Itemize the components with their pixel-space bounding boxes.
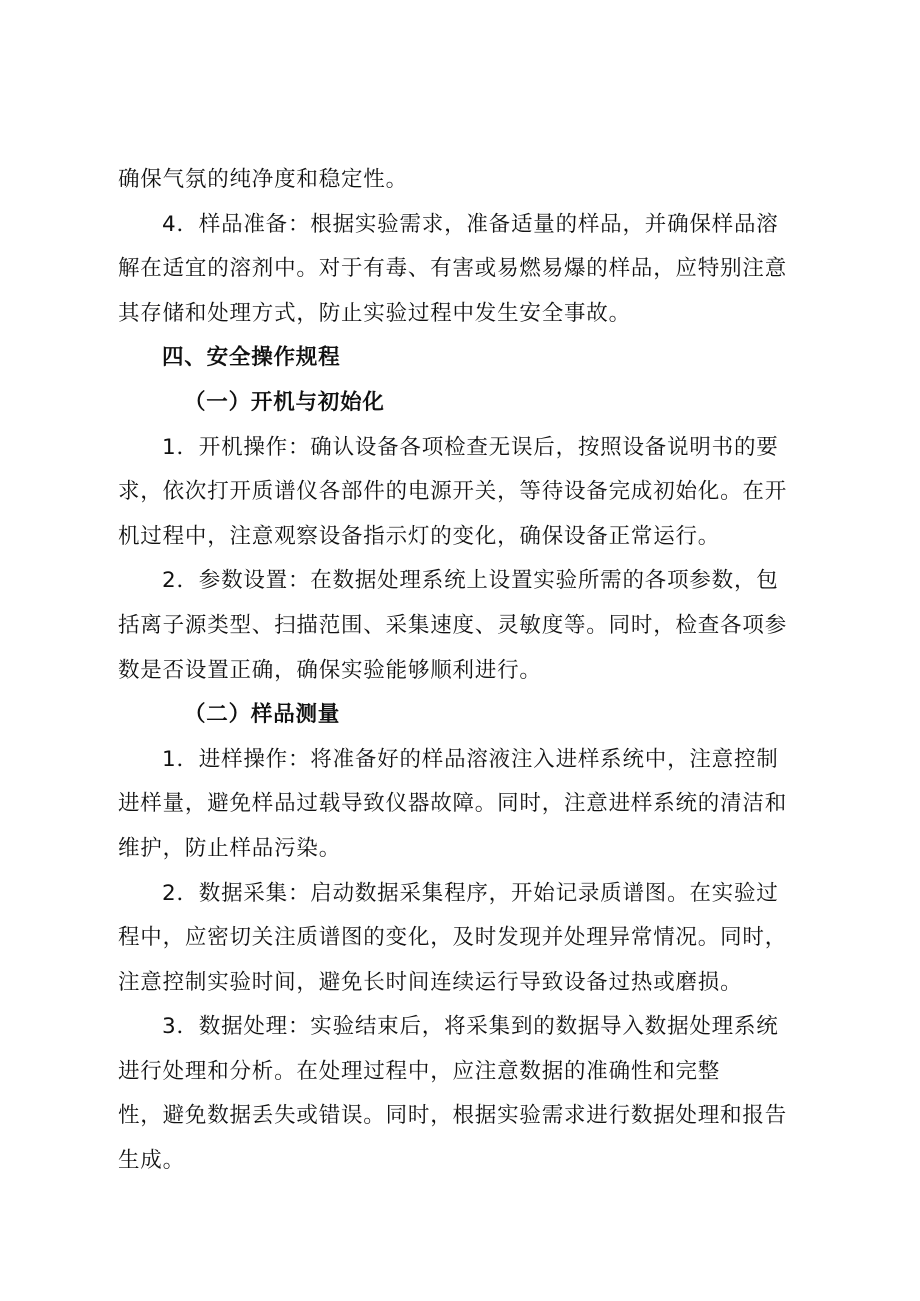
text-line: 解在适宜的溶剂中。对于有毒、有害或易燃易爆的样品，应特别注意 — [118, 256, 788, 282]
text-line: 数是否设置正确，确保实验能够顺利进行。 — [118, 657, 542, 683]
paragraph-data-acquisition — [118, 872, 812, 1006]
document-body — [118, 158, 812, 1184]
paragraph-data-processing — [118, 1005, 812, 1183]
paragraph-parameter-settings — [118, 559, 812, 693]
paragraph-continuation — [118, 158, 812, 203]
text-line: 确保气氛的纯净度和稳定性。 — [118, 167, 408, 192]
text-line: 进样量，避免样品过载导致仪器故障。同时，注意进样系统的清洁和 — [118, 791, 788, 817]
text-line: 4．样品准备：根据实验需求，准备适量的样品，并确保样品溶 — [162, 211, 779, 237]
section-heading-safety-procedures: 四、安全操作规程 — [162, 345, 341, 371]
text-line: 括离子源类型、扫描范围、采集速度、灵敏度等。同时，检查各项参 — [118, 612, 788, 638]
text-line: 2．参数设置：在数据处理系统上设置实验所需的各项参数，包 — [162, 568, 779, 594]
text-line: 求，依次打开质谱仪各部件的电源开关，等待设备完成初始化。在开 — [118, 479, 788, 505]
text-line: 1．进样操作：将准备好的样品溶液注入进样系统中，注意控制 — [162, 746, 779, 772]
text-line: 维护，防止样品污染。 — [118, 835, 342, 861]
paragraph-sample-preparation — [118, 203, 812, 337]
text-line: 进行处理和分析。在处理过程中，应注意数据的准确性和完整 — [118, 1058, 721, 1084]
text-line: 2．数据采集：启动数据采集程序，开始记录质谱图。在实验过 — [162, 880, 779, 906]
text-line: 机过程中，注意观察设备指示灯的变化，确保设备正常运行。 — [118, 523, 721, 549]
paragraph-injection-operation — [118, 738, 812, 872]
text-line: 性，避免数据丢失或错误。同时，根据实验需求进行数据处理和报告 — [118, 1103, 788, 1129]
text-line: 注意控制实验时间，避免长时间连续运行导致设备过热或磨损。 — [118, 969, 743, 995]
text-line: 1．开机操作：确认设备各项检查无误后，按照设备说明书的要 — [162, 434, 779, 460]
text-line: 生成。 — [118, 1148, 185, 1174]
subsection-heading-startup: （一）开机与初始化 — [184, 389, 385, 415]
text-line: 3．数据处理：实验结束后，将采集到的数据导入数据处理系统 — [162, 1014, 779, 1040]
paragraph-startup-operation — [118, 426, 812, 560]
text-line: 其存储和处理方式，防止实验过程中发生安全事故。 — [118, 300, 631, 326]
text-line: 程中，应密切关注质谱图的变化，及时发现并处理异常情况。同时， — [118, 925, 788, 951]
subsection-heading-sample-measurement: （二）样品测量 — [184, 702, 341, 728]
